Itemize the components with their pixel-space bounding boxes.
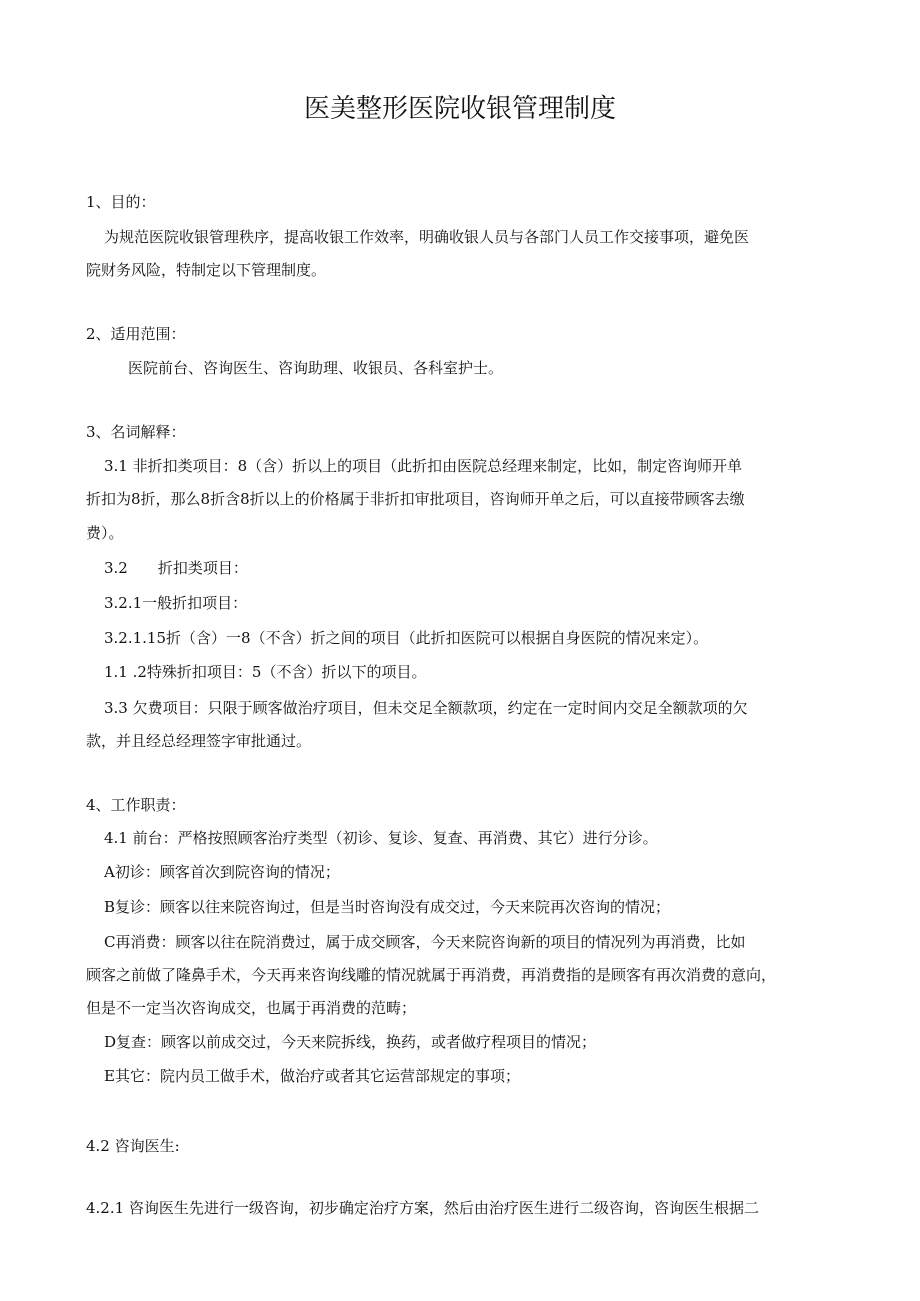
section-1-1-2: 1.1 .2特殊折扣项目：5（不含）折以下的项目。 [104, 663, 427, 681]
document-title: 医美整形医院收银管理制度 [303, 94, 616, 124]
section-4-1: 4.1 前台：严格按照顾客治疗类型（初诊、复诊、复查、再消费、其它）进行分诊。 [104, 829, 658, 847]
section-1-paragraph-line-1: 为规范医院收银管理秩序，提高收银工作效率，明确收银人员与各部门人员工作交接事项，避免医 [104, 228, 750, 246]
section-1-paragraph-line-2: 院财务风险，特制定以下管理制度。 [86, 261, 327, 279]
section-4-heading: 4、工作职责： [86, 796, 186, 814]
section-4-item-a: A初诊：顾客首次到院咨询的情况； [104, 863, 340, 881]
section-4-2-heading: 4.2 咨询医生: [86, 1137, 180, 1155]
section-2-paragraph: 医院前台、咨询医生、咨询助理、收银员、各科室护士。 [128, 359, 504, 377]
section-3-3-line-1: 3.3 欠费项目：只限于顾客做治疗项目，但未交足全额款项，约定在一定时间内交足全额款项的欠 [104, 699, 748, 717]
section-3-2-1-1: 3.2.1.15折（含）一8（不含）折之间的项目（此折扣医院可以根据自身医院的情况来定）。 [104, 629, 709, 647]
section-3-1-line-2: 折扣为8折，那么8折含8折以上的价格属于非折扣审批项目，咨询师开单之后，可以直接带顾客去缴 [86, 490, 745, 508]
section-4-item-c-line-3: 但是不一定当次咨询成交，也属于再消费的范畴； [86, 999, 417, 1017]
section-2-heading: 2、适用范围： [86, 325, 186, 343]
section-3-2-1: 3.2.1一般折扣项目： [104, 594, 248, 612]
section-4-2-1-line-1: 4.2.1 咨询医生先进行一级咨询，初步确定治疗方案，然后由治疗医生进行二级咨询，咨询医生根据二 [86, 1199, 759, 1217]
section-4-item-c-line-1: C再消费：顾客以往在院消费过，属于成交顾客，今天来院咨询新的项目的情况列为再消费，比如 [104, 933, 746, 951]
section-4-item-b: B复诊：顾客以往来院咨询过，但是当时咨询没有成交过，今天来院再次咨询的情况； [104, 898, 671, 916]
section-3-3-line-2: 款，并且经总经理签字审批通过。 [86, 732, 312, 750]
section-4-item-d: D复查：顾客以前成交过，今天来院拆线，换药，或者做疗程项目的情况； [104, 1033, 597, 1051]
section-4-item-e: E其它：院内员工做手术，做治疗或者其它运营部规定的事项； [104, 1067, 520, 1085]
section-3-1-line-3: 费）。 [86, 524, 124, 542]
section-3-2: 3.2 折扣类项目： [104, 559, 248, 577]
section-3-heading: 3、名词解释： [86, 423, 186, 441]
section-4-item-c-line-2: 顾客之前做了隆鼻手术，今天再来咨询线雕的情况就属于再消费，再消费指的是顾客有再次消费的意向， [86, 966, 777, 984]
section-3-1-line-1: 3.1 非折扣类项目：8（含）折以上的项目（此折扣由医院总经理来制定，比如，制定咨询师开单 [104, 457, 743, 475]
section-1-heading: 1、目的： [86, 193, 156, 211]
